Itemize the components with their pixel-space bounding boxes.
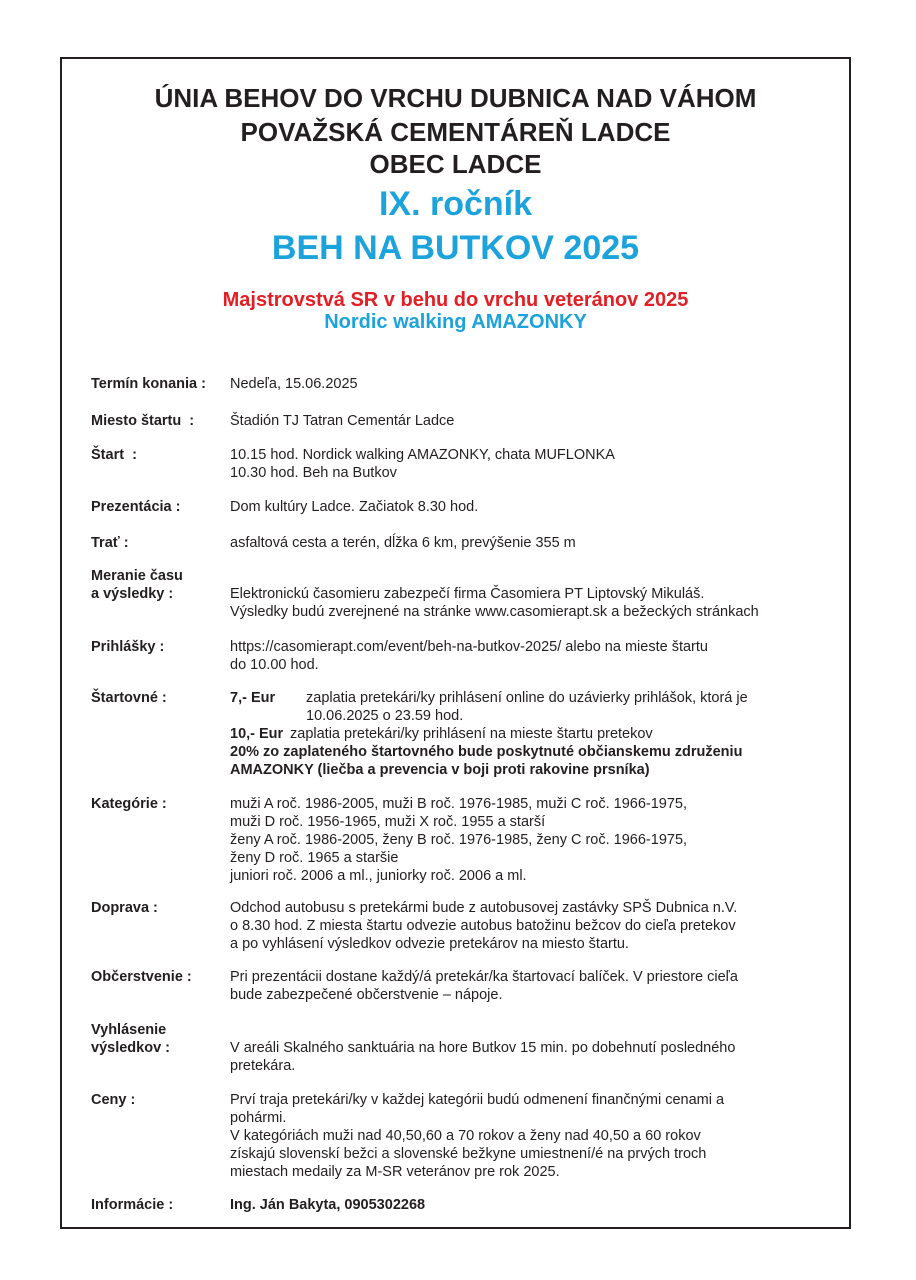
label-vyhlasenie [91,1021,229,1057]
obcerstvenie-line: Pri prezentácii dostane každý/á pretekár/ka štartovací balíček. V priestore cieľa [230,969,738,985]
value-startovne [230,689,836,779]
kategorie-line: muži D roč. 1956-1965, muži X roč. 1955 a starší [230,814,546,830]
label-informacie: Informácie : [91,1197,174,1213]
label-prihlasky: Prihlášky : [91,639,165,655]
doprava-line: a po vyhlásení výsledkov odvezie pretekárov na miesto štartu. [230,936,629,952]
doprava-line: Odchod autobusu s pretekármi bude z autobusovej zastávky SPŠ Dubnica n.V. [230,900,738,916]
label-meranie-line: a výsledky : [91,586,174,602]
kategorie-line: muži A roč. 1986-2005, muži B roč. 1976-1985, muži C roč. 1966-1975, [230,796,687,812]
prihlasky-line: do 10.00 hod. [230,657,319,673]
value-obcerstvenie [230,968,836,1004]
label-doprava: Doprava : [91,900,158,916]
obcerstvenie-line: bude zabezpečené občerstvenie – nápoje. [230,987,503,1003]
meranie-line: Výsledky budú zverejnené na stránke www.casomierapt.sk a bežeckých stránkach [230,604,759,620]
label-trat: Trať : [91,535,129,551]
start-line: 10.15 hod. Nordick walking AMAZONKY, chata MUFLONKA [230,447,615,463]
fee-onsite-text: zaplatia pretekári/ky prihlásení na mieste štartu pretekov [290,726,653,742]
label-termin: Termín konania : [91,376,206,392]
nordic-title: Nordic walking AMAZONKY [324,311,587,333]
kategorie-line: juniori roč. 2006 a ml., juniorky roč. 2006 a ml. [230,868,527,884]
vyhlasenie-line: pretekára. [230,1058,296,1074]
value-trat: asfaltová cesta a terén, dĺžka 6 km, prevýšenie 355 m [230,535,576,551]
org-line-2: POVAŽSKÁ CEMENTÁREŇ LADCE [240,117,671,147]
label-prezentacia: Prezentácia : [91,499,181,515]
label-obcerstvenie: Občerstvenie : [91,969,192,985]
value-informacie: Ing. Ján Bakyta, 0905302268 [230,1197,426,1213]
label-start: Štart : [91,447,137,463]
label-meranie-line: Meranie času [91,568,183,584]
label-kategorie: Kategórie : [91,796,167,812]
ceny-line: pohármi. [230,1110,287,1126]
fee-online-text: zaplatia pretekári/ky prihlásení online do uzávierky prihlášok, ktorá je [306,690,748,706]
label-miesto: Miesto štartu : [91,413,195,429]
ceny-line: Prví traja pretekári/ky v každej kategórii budú odmenení finančnými cenami a [230,1092,725,1108]
label-vyhlasenie-line: výsledkov : [91,1040,170,1056]
edition-title: IX. ročník [378,185,533,223]
value-prihlasky [230,638,836,674]
value-meranie [230,585,836,621]
fee-online: 7,- Eur [230,690,276,706]
prihlasky-line: https://casomierapt.com/event/beh-na-butkov-2025/ alebo na mieste štartu [230,639,708,655]
value-ceny [230,1091,836,1181]
kategorie-line: ženy A roč. 1986-2005, ženy B roč. 1976-1985, ženy C roč. 1966-1975, [230,832,688,848]
org-line-3: OBEC LADCE [369,149,542,179]
event-title: BEH NA BUTKOV 2025 [271,229,640,267]
page-frame [60,57,851,1229]
fee-onsite: 10,- Eur [230,726,284,742]
ceny-line: získajú slovenskí bežci a slovenské bežkyne umiestnení/é na prvých troch [230,1146,707,1162]
value-vyhlasenie [230,1039,836,1075]
value-miesto: Štadión TJ Tatran Cementár Ladce [230,413,455,429]
donation-line: 20% zo zaplateného štartovného bude poskytnuté občianskemu združeniu [230,744,743,760]
donation-line: AMAZONKY (liečba a prevencia v boji proti rakovine prsníka) [230,762,650,778]
meranie-line: Elektronickú časomieru zabezpečí firma Časomiera PT Liptovský Mikuláš. [230,586,705,602]
value-termin: Nedeľa, 15.06.2025 [230,376,358,392]
ceny-line: V kategóriách muži nad 40,50,60 a 70 rokov a ženy nad 40,50 a 60 rokov [230,1128,701,1144]
value-kategorie [230,795,836,885]
label-meranie [91,567,229,603]
championship-title: Majstrovstvá SR v behu do vrchu veteránov 2025 [222,289,689,311]
doprava-line: o 8.30 hod. Z miesta štartu odvezie autobus batožinu bežcov do cieľa pretekov [230,918,736,934]
ceny-line: miestach medaily za M-SR veteránov pre rok 2025. [230,1164,560,1180]
fee-online-deadline: 10.06.2025 o 23.59 hod. [306,708,464,724]
vyhlasenie-line: V areáli Skalného sanktuária na hore Butkov 15 min. po dobehnutí posledného [230,1040,736,1056]
start-line: 10.30 hod. Beh na Butkov [230,465,397,481]
org-line-1: ÚNIA BEHOV DO VRCHU DUBNICA NAD VÁHOM [154,83,757,113]
value-doprava [230,899,836,953]
label-startovne: Štartovné : [91,690,167,706]
value-start [230,446,836,482]
label-vyhlasenie-line: Vyhlásenie [91,1022,167,1038]
value-prezentacia: Dom kultúry Ladce. Začiatok 8.30 hod. [230,499,479,515]
label-ceny: Ceny : [91,1092,136,1108]
kategorie-line: ženy D roč. 1965 a staršie [230,850,399,866]
